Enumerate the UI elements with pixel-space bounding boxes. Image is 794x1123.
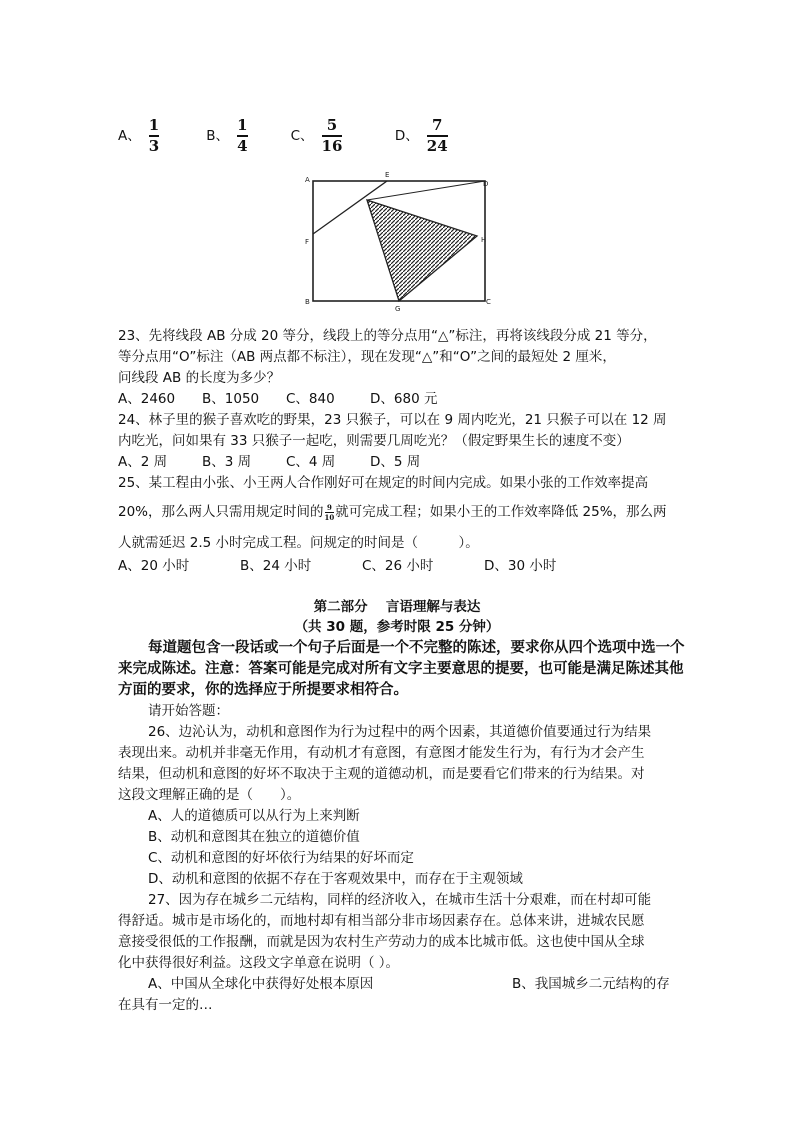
q25-text-line: 20%，那么两人只需用规定时间的 $\frac{9}{10}$ 就可完成工程；如果小王的工作效率降低 25%，那么两: [118, 502, 667, 522]
q22-option-a[interactable]: A、 $\frac{1}{3}$: [118, 116, 160, 155]
q23-text-line: 等分点用“O”标注（AB 两点都不标注），现在发现“△”和“O”之间的最短处 2 厘米，: [118, 349, 616, 365]
label-g: G: [395, 305, 401, 312]
q23-option-d[interactable]: D、680 元: [370, 391, 438, 407]
label-c: C: [486, 298, 491, 306]
label-e: E: [385, 172, 390, 179]
label-b: B: [305, 298, 310, 306]
hatched-triangle: [367, 200, 477, 301]
q27-option-a[interactable]: A、中国从全球化中获得好处根本原因: [148, 976, 374, 992]
q25-option-b[interactable]: B、24 小时: [240, 558, 312, 574]
q26-option-a[interactable]: A、人的道德质可以从行为上来判断: [148, 808, 360, 824]
label-h: H: [481, 236, 487, 244]
q22-option-d[interactable]: D、 $\frac{7}{24}$: [394, 116, 448, 155]
q26-text-line: 这段文理解正确的是（ ）。: [118, 787, 301, 803]
section-subtitle: （共 30 题，参考时限 25 分钟）: [294, 619, 500, 635]
q25-option-d[interactable]: D、30 小时: [484, 558, 557, 574]
q22-option-b[interactable]: B、 $\frac{1}{4}$: [206, 116, 248, 155]
q25-option-c[interactable]: C、26 小时: [362, 558, 434, 574]
q23-option-b[interactable]: B、1050: [202, 391, 260, 407]
q26-text-line: 表现出来。动机并非毫无作用，有动机才有意图，有意图才能发生行为，有行为才会产生: [118, 745, 645, 761]
fraction: $\frac{1}{4}$: [237, 116, 248, 155]
q24-option-b[interactable]: B、3 周: [202, 454, 252, 470]
q23-option-a[interactable]: A、2460: [118, 391, 176, 407]
q24-option-c[interactable]: C、4 周: [286, 454, 336, 470]
q26-text-line: 结果，但动机和意图的好坏不取决于主观的道德动机，而是要看它们带来的行为结果。对: [118, 766, 645, 782]
q26-option-c[interactable]: C、动机和意图的好坏依行为结果的好坏而定: [148, 850, 414, 866]
line-ed: [367, 181, 485, 200]
q27-text-line: 27、因为存在城乡二元结构，同样的经济收入，在城市生活十分艰难，而在村却可能: [148, 892, 652, 908]
fraction-nine-tenths: $\frac{9}{10}$: [324, 502, 335, 522]
q26-text-line: 26、边沁认为，动机和意图作为行为过程中的两个因素，其道德价值要通过行为结果: [148, 724, 652, 740]
q27-text-line: 得舒适。城市是市场化的，而地村却有相当部分非市场因素存在。总体来讲，进城农民愿: [118, 913, 645, 929]
q23-options: [118, 389, 437, 409]
q27-option-b[interactable]: B、我国城乡二元结构的存: [512, 976, 670, 992]
label-f: F: [305, 238, 310, 246]
q24-option-d[interactable]: D、5 周: [370, 454, 421, 470]
q26-option-d[interactable]: D、动机和意图的依据不存在于客观效果中，而存在于主观领域: [148, 871, 523, 887]
q24-text-line: 内吃光，问如果有 33 只猴子一起吃，则需要几周吃光？（假定野果生长的速度不变）: [118, 433, 630, 449]
instructions-line: 每道题包含一段话或一个句子后面是一个不完整的陈述，要求你从四个选项中选一个: [148, 640, 685, 656]
label-d: D: [483, 180, 489, 188]
q24-option-a[interactable]: A、2 周: [118, 454, 168, 470]
geometry-figure: [295, 172, 505, 312]
q25-text-line: 25、某工程由小张、小王两人合作刚好可在规定的时间内完成。如果小张的工作效率提高: [118, 475, 649, 491]
fraction: $\frac{5}{16}$: [321, 116, 343, 155]
fraction: $\frac{7}{24}$: [426, 116, 448, 155]
fraction: $\frac{1}{3}$: [148, 116, 160, 155]
label-a: A: [305, 176, 310, 184]
q25-options: [118, 556, 556, 576]
q22-option-c[interactable]: C、 $\frac{5}{16}$: [290, 116, 343, 155]
q26-option-b[interactable]: B、动机和意图其在独立的道德价值: [148, 829, 360, 845]
q27-text-line: 意接受很低的工作报酬，而就是因为农村生产劳动力的成本比城市低。这也使中国从全球: [118, 934, 645, 950]
instructions-line: 来完成陈述。注意：答案可能是完成对所有文字主要意思的提要，也可能是满足陈述其他: [118, 661, 684, 677]
q23-option-c[interactable]: C、840: [286, 391, 335, 407]
q25-text-line: 人就需延迟 2.5 小时完成工程。问规定的时间是（ ）。: [118, 535, 479, 551]
section-title: 第二部分 言语理解与表达: [313, 599, 481, 615]
q24-text-line: 24、林子里的猴子喜欢吃的野果，23 只猴子，可以在 9 周内吃光，21 只猴子可以在 12 周: [118, 412, 667, 428]
q27-option-b-continued: 在具有一定的…: [118, 997, 213, 1013]
q23-text-line: 问线段 AB 的长度为多少？: [118, 370, 281, 386]
q25-option-a[interactable]: A、20 小时: [118, 558, 190, 574]
q24-options: [118, 452, 420, 472]
q23-text-line: 23、先将线段 AB 分成 20 等分，线段上的等分点用“△”标注，再将该线段分成 21 等分，: [118, 328, 657, 344]
q22-options: [118, 116, 448, 155]
instructions-line: 方面的要求，你的选择应于所提要求相符合。: [118, 682, 408, 698]
start-prompt: 请开始答题：: [148, 703, 229, 719]
q27-text-line: 化中获得很好利益。这段文字单意在说明（ ）。: [118, 955, 400, 971]
